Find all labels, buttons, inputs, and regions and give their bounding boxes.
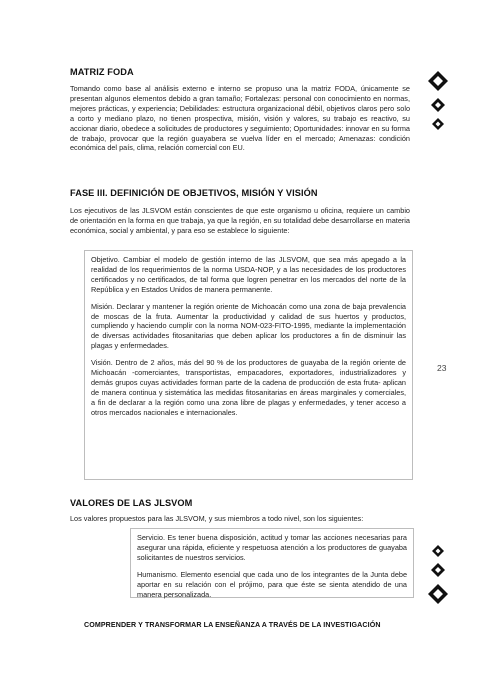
diamond-ornament-icon [427,70,449,92]
vision-text: Visión. Dentro de 2 años, más del 90 % de los productores de guayaba de la región oriente de Michoacán -comerciantes, transportistas, empacadores, exportadores, industrializadores y demás grupos cuyas actividades forman parte de la cadena de producción de esta fruta- aplican de manera continua y sistemática las medidas fitosanitarias en áreas marginales y comerciales, a fin de declarar a la región como una zona libre de plagas y enfermedades, y tener acceso a otros mercados nacionales e internacionales. [91,358,406,417]
page-footer: COMPRENDER Y TRANSFORMAR LA ENSEÑANZA A TRAVÉS DE LA INVESTIGACIÓN [84,621,381,629]
diamond-ornament-icon [431,117,445,131]
page-number: 23 [437,363,447,373]
diamond-ornament-icon [430,562,446,578]
values-box [130,528,414,598]
diamond-ornament-icon [430,97,446,113]
diamond-ornament-icon [431,544,445,558]
diamond-ornament-icon [427,583,449,605]
servicio-text: Servicio. Es tener buena disposición, actitud y tomar las acciones necesarias para asegurar una rápida, eficiente y respetuosa atención a los productores de guayaba solicitantes de nuestros servicios. [137,533,407,562]
mision-text: Misión. Declarar y mantener la región oriente de Michoacán como una zona de baja prevalencia de moscas de la fruta. Aumentar la productividad y calidad de sus huertos y productos, cumpliendo y haciendo cumplir con la norma NOM-023-FITO-1995, mediante la implementación de diversas actividades fitosanitarias que deben aplicar los productores a fin de disminuir las plagas y enfermedades. [91,301,406,351]
objetivo-text: Objetivo. Cambiar el modelo de gestión interno de las JLSVOM, que sea más apegado a la realidad de los requerimientos de la norma USDA-NOP, y a las necesidades de los productores certificados y no certificados, de tal forma que logren penetrar en los mercados del norte de la República y en Estados Unidos de manera permanente. [91,255,406,294]
valores-intro: Los valores propuestos para las JLSVOM, y sus miembros a todo nivel, son los siguientes: [70,514,364,523]
heading-valores: VALORES DE LAS JLSVOM [70,498,193,508]
heading-matriz-foda: MATRIZ FODA [70,67,134,77]
foda-paragraph: Tomando como base al análisis externo e interno se propuso una la matriz FODA, únicamente se presentan algunos elementos debido a gran tamaño; Fortalezas: personal con conocimiento en normas, mejores prácticas, y experiencia; Debilidades: estructura organizacional débil, objetivos claros pero solo a corto y mediano plazo, no tienen prospectiva, misión, visión y valores, su trabajo es reactivo, su accionar diario, obedece a solicitudes de productores y seguimiento; Oportunidades: innovar en su forma de trabajo, provocar que la región guayabera se vuelva líder en el mercado; Amenazas: condición económica del país, clima, relación comercial con EU. [70,84,410,153]
humanismo-text: Humanismo. Elemento esencial que cada uno de los integrantes de la Junta debe aportar en su relación con el prójimo, para que éste se sienta atendido de una manera personalizada. [137,569,407,599]
fase-iii-intro: Los ejecutivos de las JLSVOM están conscientes de que este organismo u oficina, requiere un cambio de orientación en la forma en que trabaja, ya que la región, en su totalidad debe desarrollarse en materia económica, social y ambiental, y para eso se establece lo siguiente: [70,206,410,235]
heading-fase-iii: FASE III. DEFINICIÓN DE OBJETIVOS, MISIÓN Y VISIÓN [70,188,318,198]
objectives-box [84,250,413,480]
